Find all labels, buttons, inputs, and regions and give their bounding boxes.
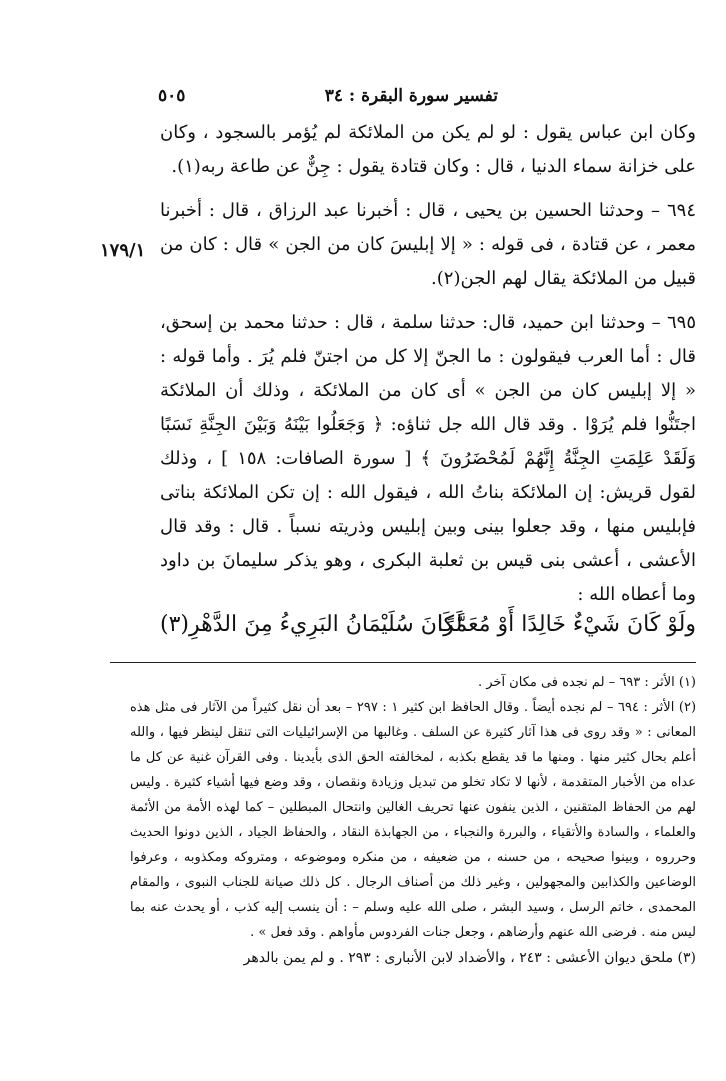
- footnote-1: (١) الأثر : ٦٩٣ – لم نجده فى مكان آخر .: [477, 675, 696, 690]
- verse-hemistich-2: لَكَانَ سُلَيْمَانُ البَرِيءُ مِنَ الدَّهْرِ(٣): [160, 612, 463, 637]
- page-number: ٥٠٥: [158, 86, 186, 106]
- paragraph-1: وكان ابن عباس يقول : لو لم يكن من الملائكة لم يُؤمر بالسجود ، وكان على خزانة سماء الدنيا ، قال : وكان قتادة يقول : جِنٌّ عن طاعة ربه(١).: [160, 122, 696, 177]
- running-title: تفسير سورة البقرة : ٣٤: [324, 86, 498, 106]
- paragraph-3: ٦٩٥ – وحدثنا ابن حميد، قال: حدثنا سلمة ، قال : حدثنا محمد بن إسحق، قال : أما العرب فيقولون : ما الجنّ إلا كل من اجتنّ فلم يُرَ . وأما قوله : « إلا إبليس كان من الجن » أى كان من الملائكة ، وذلك أن الملائكة اجتَنُّوا فلم يُرَوْا . وقد قال الله جل ثناؤه: ﴿ وَجَعَلُوا بَيْنَهُ وَبَيْنَ الجِنَّةِ نَسَبًا وَلَقَدْ عَلِمَتِ الجِنَّةُ إِنَّهُمْ لَمُحْضَرُونَ ﴾ [ سورة الصافات: ١٥٨ ] ، وذلك لقول قريش: إن الملائكة بناتُ الله ، فيقول الله : إن تكن الملائكة بناتى فإبليس منها ، وقد جعلوا بينى وبين إبليس وذريته نسباً . قال : وقد قال الأعشى ، أعشى بنى قيس بن ثعلبة البكرى ، وهو يذكر سليمانَ بن داود وما أعطاه الله :: [160, 312, 697, 605]
- poetry-verse: [160, 612, 696, 650]
- paragraph-2: ٦٩٤ – وحدثنا الحسين بن يحيى ، قال : أخبرنا عبد الرزاق ، قال : أخبرنا معمر ، عن قتادة ، فى قوله : « إلا إبليسَ كان من الجن » قال : كان من قبيل من الملائكة يقال لهم الجن(٢).: [160, 200, 696, 289]
- footnotes: [130, 670, 696, 971]
- page-header: [40, 86, 686, 112]
- main-text: [160, 116, 696, 612]
- footnote-2: (٢) الأثر : ٦٩٤ – لم نجده أيضاً . وقال الحافظ ابن كثير ١ : ٢٩٧ – بعد أن نقل كثيراً من الآثار فى مثل هذه المعانى : « وقد روى فى هذا آثار كثيرة عن السلف . وغالبها من الإسرائيليات التى تنقل لينظر فيها ، والله أعلم بحال كثير منها . ومنها ما قد يقطع بكذبه ، لمخالفته الحق الذى بأيدينا . وفى القرآن غنية عن كل ما عداه من الأخبار المتقدمة ، لأنها لا تكاد تخلو من تبديل وزيادة ونقصان ، وقد وضع فيها أشياء كثيرة . وليس لهم من الحفاظ المتقنين ، الذين ينفون عنها تحريف الغالين وانتحال المبطلين – كما لهذه الأمة من الأئمة والعلماء ، والسادة والأتقياء ، والبررة والنجباء ، من الجهابذة النقاد ، والحفاظ الجياد ، الذين دونوا الحديث وحرروه ، وبينوا صحيحه ، من حسنه ، من ضعيفه ، من منكره وموضوعه ، ومتروكه ومكذوبه ، وعرفوا الوضاعين والكذابين والمجهولين ، وغير ذلك من أصناف الرجال . كل ذلك صيانة للجناب النبوى ، والمقام المحمدى ، خاتم الرسل ، وسيد البشر ، صلى الله عليه وسلم – : أن ينسب إليه كذب ، أو يحدث عنه بما ليس منه . فرضى الله عنهم وأرضاهم ، وجعل جنات الفردوس مأواهم . وقد فعل » .: [130, 700, 697, 940]
- footnote-3: (٣) ملحق ديوان الأعشى : ٢٤٣ ، والأضداد لابن الأنبارى : ٢٩٣ . و لم يمن بالدهر: [243, 950, 696, 966]
- verse-hemistich-1: ولَوْ كَانَ شَيْءٌ خَالِدًا أَوْ مُعَمَّرًا: [437, 612, 696, 637]
- footnote-divider: [110, 662, 696, 663]
- margin-reference: ١٧٩/١: [100, 240, 146, 261]
